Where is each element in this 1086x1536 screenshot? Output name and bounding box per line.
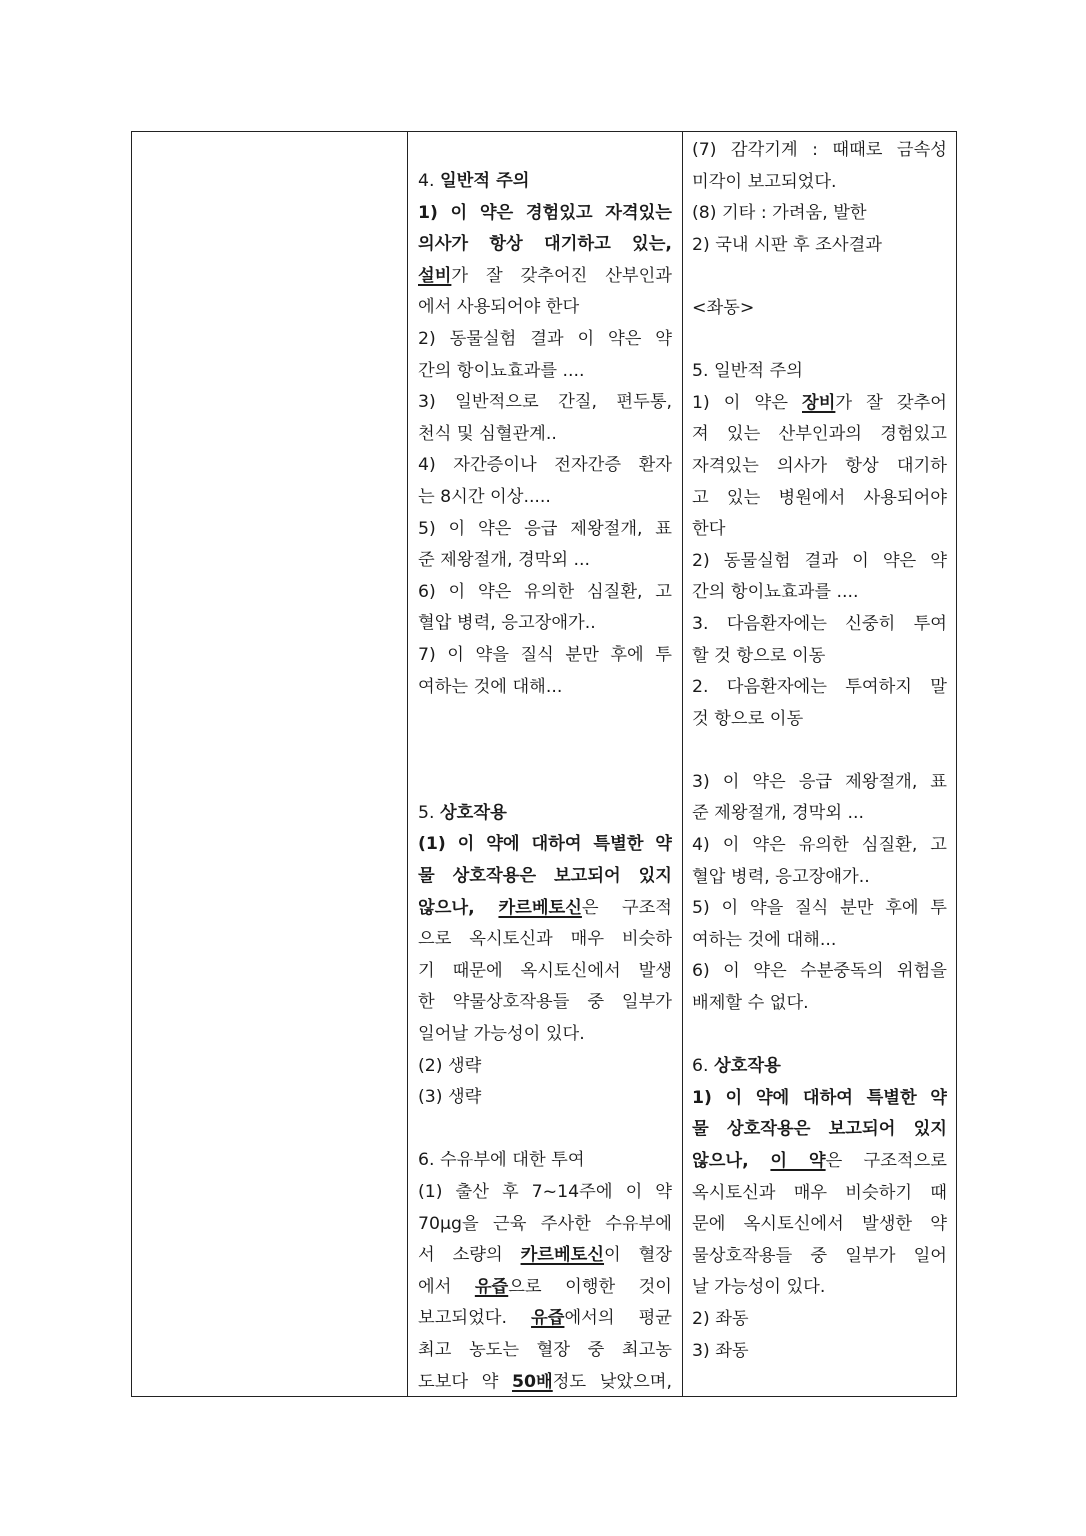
text-span: 3) 일반적으로 간질, 편두통, [418, 392, 672, 413]
text-span: 5) 이 약은 응급 제왕절개, 표 [418, 518, 672, 539]
text-span: 할 것 항으로 이동 [692, 645, 826, 666]
middle_column-line [418, 514, 672, 546]
middle_column-line [418, 1114, 672, 1146]
right_column-line [692, 1304, 947, 1336]
right_column-line [692, 1114, 947, 1146]
middle_column-line [418, 829, 672, 861]
text-span: (2) 생략 [418, 1055, 482, 1076]
middle_column-line [418, 482, 672, 514]
middle_column-line [418, 640, 672, 672]
text-span: 6) 이 약은 유의한 심질환, 고 [418, 581, 672, 602]
middle_column-line [418, 577, 672, 609]
text-span: 70μg을 근육 주사한 수유부에 [418, 1213, 672, 1234]
text-span: 2) 좌동 [692, 1308, 749, 1329]
middle_column-line [418, 1240, 672, 1272]
right_column-line [692, 1051, 947, 1083]
middle_column-line [418, 861, 672, 893]
underlined-term: 유즙 [474, 1276, 509, 1297]
text-span: 7) 이 약을 질식 분만 후에 투 [418, 644, 672, 665]
right_column-line [692, 609, 947, 641]
middle-column-text [418, 132, 672, 1396]
text-span: 4) 자간증이나 전자간증 환자 [418, 455, 672, 476]
text-span: 3) 이 약은 응급 제왕절개, 표 [692, 771, 947, 792]
middle_column-line [418, 1082, 672, 1114]
right_column-line [692, 956, 947, 988]
text-span: 간의 항이뇨효과를 .... [692, 582, 859, 603]
underlined-term: 카르베토신 [498, 897, 582, 918]
text-span: 2) 국내 시판 후 조사결과 [692, 234, 882, 255]
right_column-line [692, 230, 947, 262]
text-span: 2) 동물실험 결과 이 약은 약 [418, 328, 672, 349]
text-span: (3) 생략 [418, 1087, 482, 1108]
bold-text: 물 상호작용은 보고되어 있지 [418, 866, 672, 887]
text-span: 배제할 수 없다. [692, 993, 809, 1014]
right_column-line [692, 798, 947, 830]
right_column-line [692, 577, 947, 609]
middle_column-line [418, 703, 672, 735]
right_column-line [692, 261, 947, 293]
bold-text: 상호작용 [713, 1056, 781, 1077]
underlined-term: 설비 [418, 265, 452, 286]
right_column-line [692, 1146, 947, 1178]
text-span: 여하는 것에 대해... [692, 929, 837, 950]
bold-text: 의사가 항상 대기하고 있는, [418, 234, 672, 255]
bold-text: 1) 이 약은 경험있고 자격있는 [418, 202, 672, 223]
text-span: 기 때문에 옥시토신에서 발생 [418, 960, 672, 981]
text-span: 한 약물상호작용들 중 일부가 [418, 992, 672, 1013]
underlined-term: 카르베토신 [520, 1245, 605, 1266]
text-span: 최고 농도는 혈장 중 최고농 [418, 1339, 672, 1360]
right_column-line [692, 1241, 947, 1273]
text-span: 5. [418, 802, 440, 823]
text-span: 날 가능성이 있다. [692, 1277, 826, 1298]
right_column-line [692, 641, 947, 673]
middle_column-line [418, 324, 672, 356]
text-span: 은 구조적으로 [825, 1151, 947, 1171]
middle_column-line [418, 1019, 672, 1051]
middle_column-line [418, 450, 672, 482]
right_column-line [692, 862, 947, 894]
right_column-line [692, 1178, 947, 1210]
middle_column-line [418, 198, 672, 230]
bold-text: (1) 이 약에 대하여 특별한 약 [418, 834, 672, 855]
text-span: 에서의 평균 [564, 1308, 672, 1329]
text-span: 이 혈장 [604, 1245, 672, 1266]
middle_column-line [418, 261, 672, 293]
right_column-line [692, 830, 947, 862]
text-span: 여하는 것에 대해... [418, 676, 563, 697]
text-span: 2. 다음환자에는 투여하지 말 [692, 677, 947, 698]
text-span: 에서 [418, 1276, 475, 1297]
right_column-line [692, 198, 947, 230]
text-span: 혈압 병력, 응고장애가.. [692, 866, 870, 887]
right_column-line [692, 325, 947, 357]
underlined-term: 장비 [802, 392, 836, 413]
right_column-line [692, 514, 947, 546]
text-span: 간의 항이뇨효과를 .... [418, 360, 585, 381]
right-column-text [692, 132, 947, 1367]
text-span: 6) 이 약은 수분중독의 위험을 [692, 961, 947, 982]
text-span: 미각이 보고되었다. [692, 171, 837, 192]
table-column-middle [408, 132, 683, 1396]
middle_column-line [418, 766, 672, 798]
right_column-line [692, 419, 947, 451]
middle_column-line [418, 735, 672, 767]
text-span: 져 있는 산부인과의 경험있고 [692, 424, 947, 445]
right_column-line [692, 988, 947, 1020]
text-span: 문에 옥시토신에서 발생한 약 [692, 1214, 947, 1235]
middle_column-line [418, 956, 672, 988]
text-span: 6. [692, 1056, 714, 1077]
right_column-line [692, 1020, 947, 1052]
text-span: 으로 이행한 것이 [508, 1276, 672, 1297]
right_column-line [692, 1209, 947, 1241]
right_column-line [692, 1336, 947, 1368]
bold-text: 물 상호작용은 보고되어 있지 [692, 1119, 947, 1140]
middle_column-line [418, 292, 672, 324]
right_column-line [692, 356, 947, 388]
text-span: 준 제왕절개, 경막외 ... [418, 550, 591, 571]
middle_column-line [418, 1209, 672, 1241]
right_column-line [692, 767, 947, 799]
right_column-line [692, 925, 947, 957]
text-span: 은 구조적 [581, 897, 672, 918]
text-span: 으로 옥시토신과 매우 비슷하 [418, 929, 672, 950]
text-span: 것 항으로 이동 [692, 708, 804, 729]
right_column-line [692, 451, 947, 483]
right_column-line [692, 293, 947, 325]
right_column-line [692, 1083, 947, 1115]
middle_column-line [418, 608, 672, 640]
text-span: 자격있는 의사가 항상 대기하 [692, 455, 947, 476]
text-span: 보고되었다. [418, 1308, 532, 1329]
text-span: 에서 사용되어야 한다 [418, 297, 580, 318]
middle_column-line [418, 1051, 672, 1083]
text-span: 2) 동물실험 결과 이 약은 약 [692, 550, 947, 571]
text-span: 물상호작용들 중 일부가 일어 [692, 1245, 947, 1266]
bold-text: 상호작용 [439, 802, 507, 823]
middle_column-line [418, 1272, 672, 1304]
middle_column-line [418, 987, 672, 1019]
bold-text: 않으나, [692, 1151, 771, 1171]
text-span: 고 있는 병원에서 사용되어야 [692, 487, 947, 508]
middle_column-line [418, 1367, 672, 1396]
right_column-line [692, 1272, 947, 1304]
middle_column-line [418, 419, 672, 451]
right_column-line [692, 893, 947, 925]
text-span: 가 잘 갖추어 [835, 392, 947, 413]
text-span: 혈압 병력, 응고장애가.. [418, 613, 596, 634]
middle_column-line [418, 1177, 672, 1209]
right_column-line [692, 672, 947, 704]
middle_column-line [418, 1335, 672, 1367]
middle_column-line [418, 356, 672, 388]
table-column-right [683, 132, 956, 1396]
right_column-line [692, 546, 947, 578]
underlined-term: 유즙 [531, 1308, 565, 1329]
middle_column-line [418, 1303, 672, 1335]
right_column-line [692, 167, 947, 199]
text-span: (1) 출산 후 7~14주에 이 약 [418, 1182, 672, 1202]
right_column-line [692, 135, 947, 167]
middle_column-line [418, 387, 672, 419]
middle_column-line [418, 798, 672, 830]
text-span: 5) 이 약을 질식 분만 후에 투 [692, 898, 947, 919]
text-span: 가 잘 갖추어진 산부인과 [451, 265, 672, 286]
text-span: 3) 좌동 [692, 1340, 749, 1361]
text-span: <좌동> [692, 297, 755, 318]
text-span: 정도 낮았으며, [552, 1371, 672, 1392]
bold-text: 1) 이 약에 대하여 특별한 약 [692, 1087, 947, 1108]
text-span: 3. 다음환자에는 신중히 투여 [692, 613, 947, 634]
middle_column-line [418, 893, 672, 925]
right_column-line [692, 483, 947, 515]
right_column-line [692, 704, 947, 736]
middle_column-line [418, 1145, 672, 1177]
underlined-term: 50배 [511, 1371, 553, 1392]
text-span: 는 8시간 이상..... [418, 486, 551, 507]
text-span: 1) 이 약은 [692, 392, 802, 413]
text-span: 4. [418, 171, 440, 191]
right_column-line [692, 388, 947, 420]
middle_column-line [418, 166, 672, 198]
text-span: 5. 일반적 주의 [692, 361, 803, 382]
bold-text: 일반적 주의 [439, 171, 530, 191]
bold-text: 않으나, [418, 897, 499, 918]
text-span: 4) 이 약은 유의한 심질환, 고 [692, 835, 947, 856]
text-span: (7) 감각기계 : 때때로 금속성 [692, 140, 947, 160]
text-span: 일어날 가능성이 있다. [418, 1024, 585, 1045]
text-span: 6. 수유부에 대한 투여 [418, 1150, 585, 1171]
text-span: 옥시토신과 매우 비슷하기 때 [692, 1182, 947, 1203]
comparison-table [131, 131, 957, 1397]
middle_column-line [418, 672, 672, 704]
table-column-left [132, 132, 408, 1396]
text-span: (8) 기타 : 가려움, 발한 [692, 203, 867, 224]
text-span: 서 소량의 [418, 1245, 521, 1266]
text-span: 천식 및 심혈관계.. [418, 423, 557, 444]
text-span: 한다 [692, 519, 726, 540]
underlined-term: 이 약 [770, 1151, 826, 1171]
middle_column-line [418, 229, 672, 261]
middle_column-line [418, 924, 672, 956]
text-span: 준 제왕절개, 경막외 ... [692, 803, 865, 824]
right_column-line [692, 735, 947, 767]
middle_column-line [418, 545, 672, 577]
text-span: 도보다 약 [418, 1371, 512, 1392]
